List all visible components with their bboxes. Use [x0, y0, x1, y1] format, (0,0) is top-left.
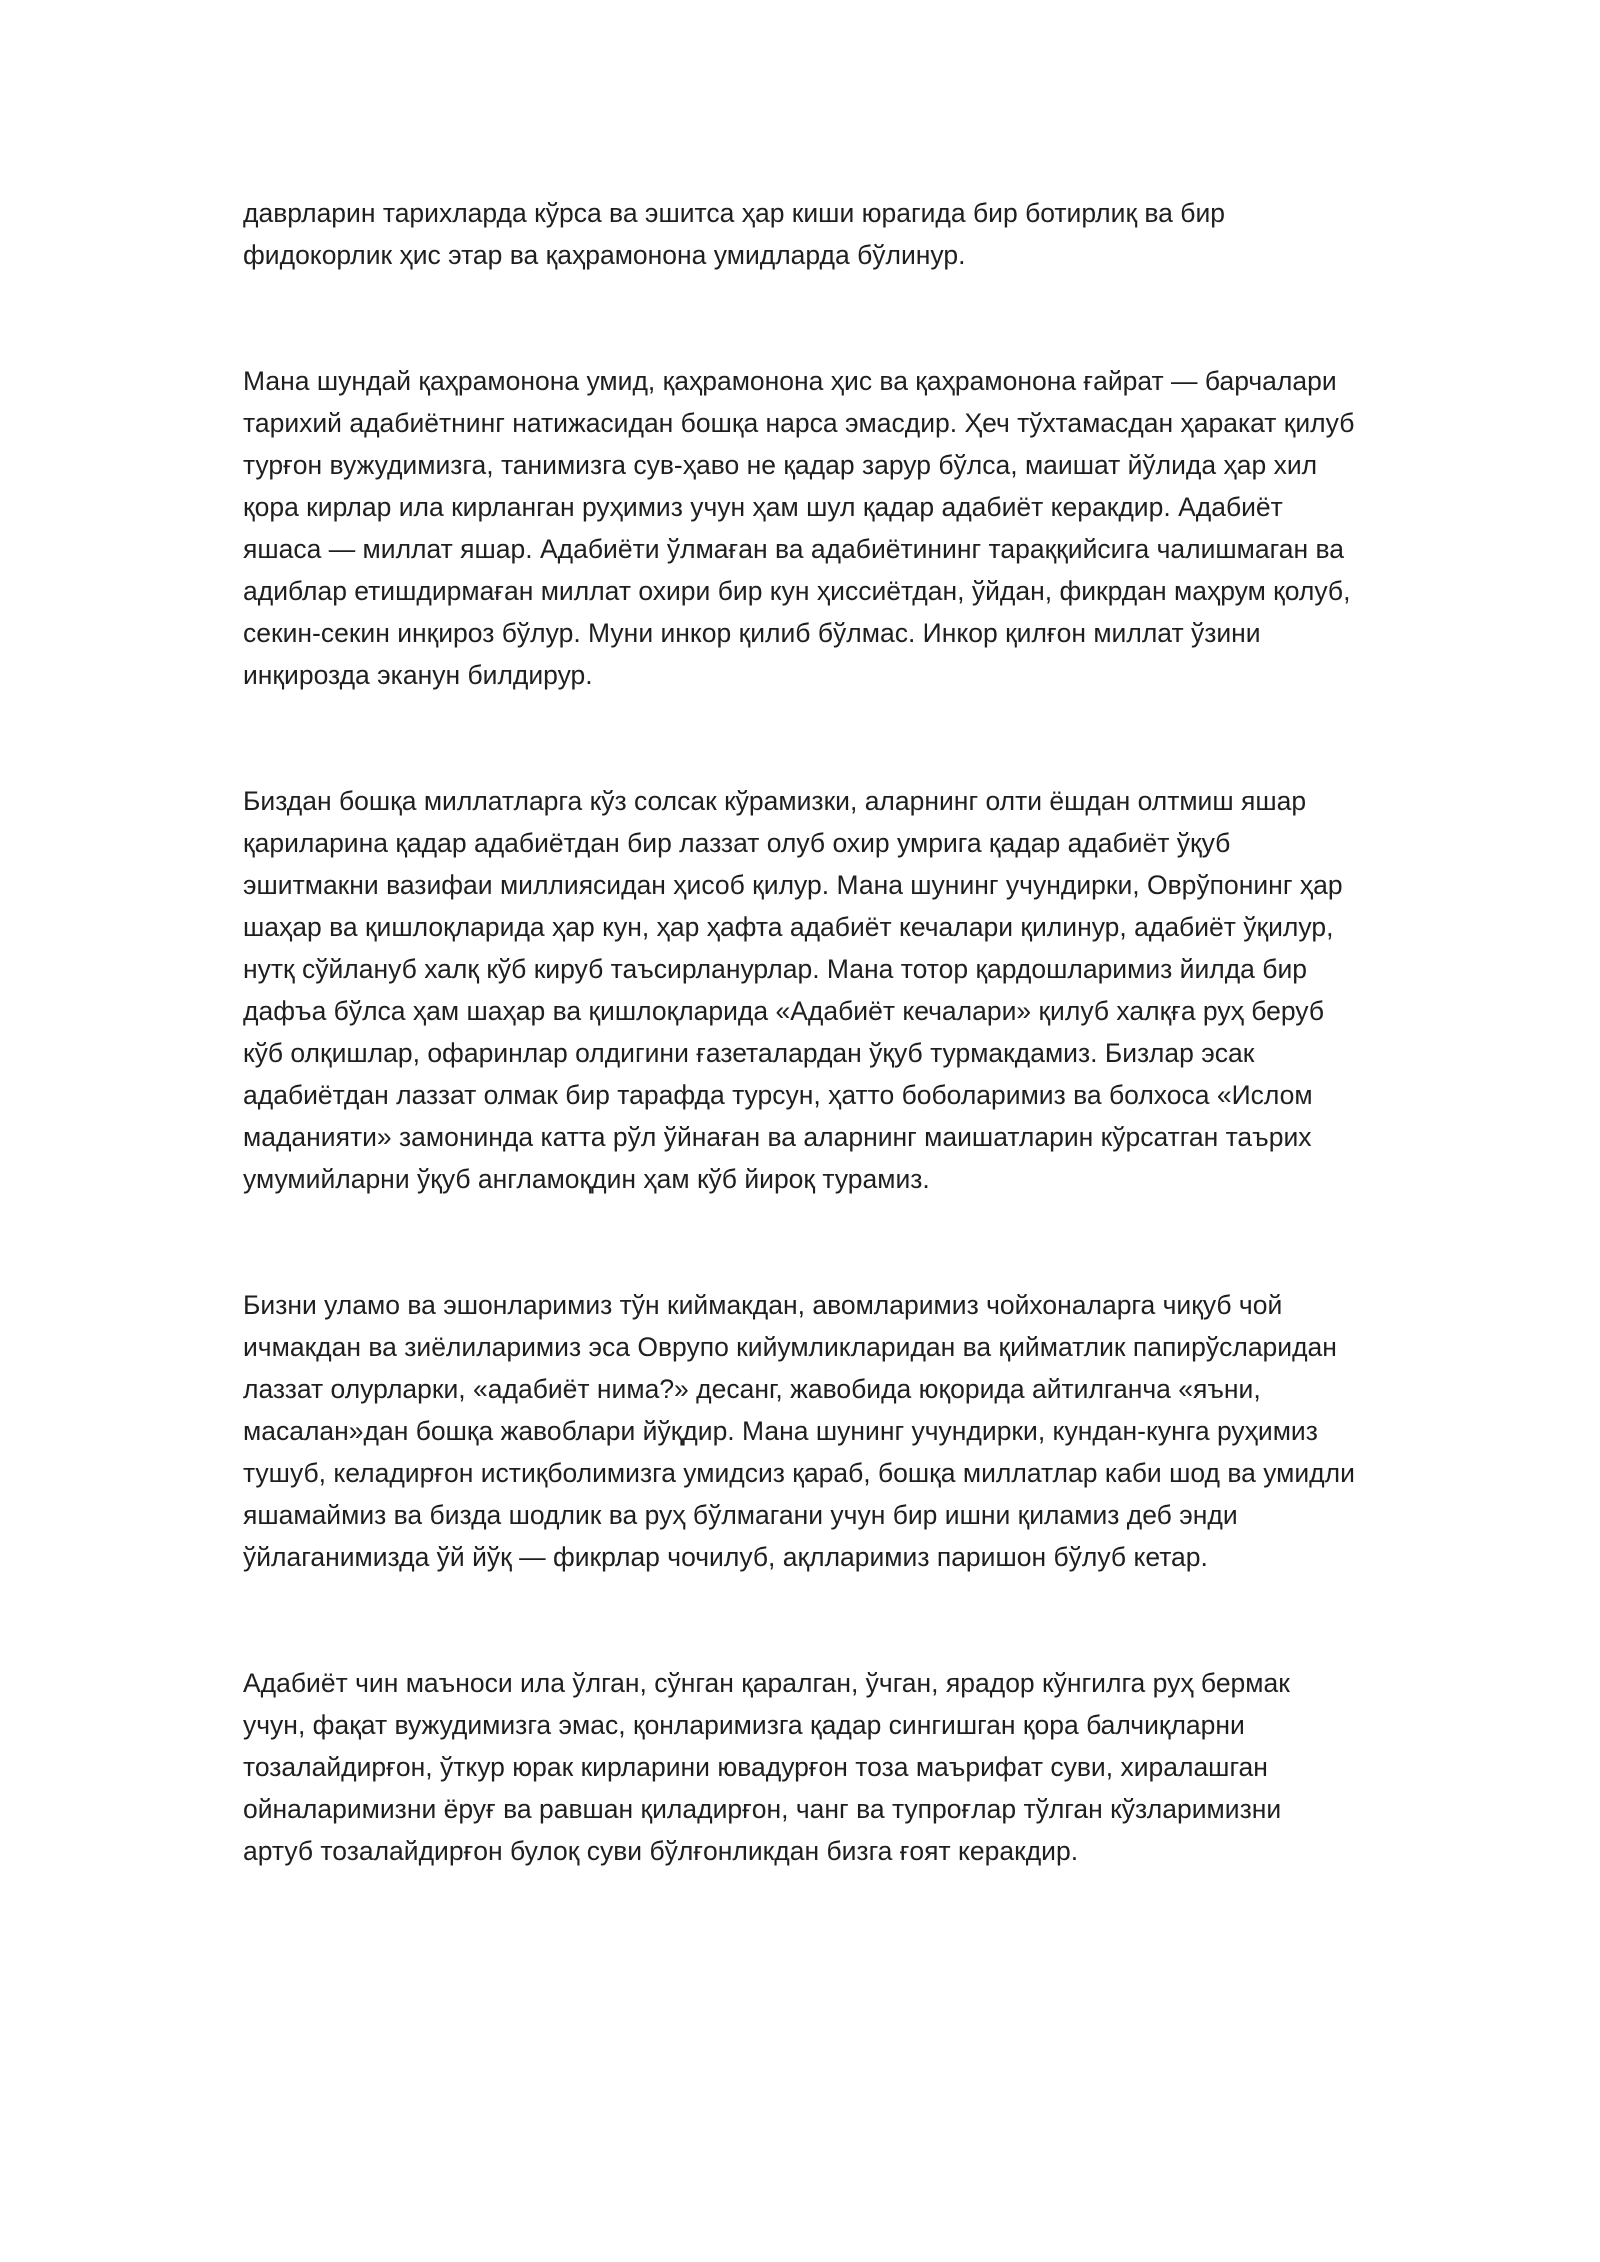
paragraph-4: Бизни уламо ва эшонларимиз тўн киймакдан, авомларимиз чойхоналарга чиқуб чой ичмакдан ва зиёлиларимиз эса Оврупо кийумликларидан ва қийматлик папирўсларидан лаззат олурларки, «адабиёт нима?» десанг, жавобида юқорида айтилганча «яъни, масалан»дан бошқа жавоблари йўқдир. Мана шунинг учундирки, кундан-кунга руҳимиз тушуб, келадирғон истиқболимизга умидсиз қараб, бошқа миллатлар каби шод ва умидли яшамаймиз ва бизда шодлик ва руҳ бўлмагани учун бир ишни қиламиз деб энди ўйлаганимизда ўй йўқ — фикрлар чочилуб, ақлларимиз паришон бўлуб кетар.: [243, 1290, 1355, 1572]
paragraph-1: даврларин тарихларда кўрса ва эшитса ҳар киши юрагида бир ботирлиқ ва бир фидокорлик ҳис этар ва қаҳрамонона умидларда бўлинур.: [243, 198, 1226, 270]
paragraph-2: Мана шундай қаҳрамонона умид, қаҳрамонона ҳис ва қаҳрамонона ғайрат — барчалари тарихий адабиётнинг натижасидан бошқа нарса эмасдир. Ҳеч тўхтамасдан ҳаракат қилуб турғон вужудимизга, танимизга сув-ҳаво не қадар зарур бўлса, маишат йўлида ҳар хил қора кирлар ила кирланган руҳимиз учун ҳам шул қадар адабиёт керакдир. Адабиёт яшаса — миллат яшар. Адабиёти ўлмаған ва адабиётининг тараққийсига чалишмаган ва адиблар етишдирмаған миллат охири бир кун ҳиссиётдан, ўйдан, фикрдан маҳрум қолуб, секин-секин инқироз бўлур. Муни инкор қилиб бўлмас. Инкор қилғон миллат ўзини инқирозда эканун билдирур.: [243, 366, 1355, 690]
paragraph-5: Адабиёт чин маъноси ила ўлган, сўнган қаралган, ўчган, ярадор кўнгилга руҳ бермак учун, фақат вужудимизга эмас, қонларимизга қадар сингишган қора балчиқларни тозалайдирғон, ўткур юрак кирларини ювадурғон тоза маърифат суви, хиралашган ойналаримизни ёруғ ва равшан қиладирғон, чанг ва тупроғлар тўлган кўзларимизни артуб тозалайдирғон булоқ суви бўлғонликдан бизга ғоят керакдир.: [243, 1668, 1290, 1866]
paragraph-3: Биздан бошқа миллатларга кўз солсак кўрамизки, аларнинг олти ёшдан олтмиш яшар қариларина қадар адабиётдан бир лаззат олуб охир умрига қадар адабиёт ўқуб эшитмакни вазифаи миллиясидан ҳисоб қилур. Мана шунинг учундирки, Оврўпонинг ҳар шаҳар ва қишлоқларида ҳар кун, ҳар ҳафта адабиёт кечалари қилинур, адабиёт ўқилур, нутқ сўйлануб халқ кўб кируб таъсирланурлар. Мана тотор қардошларимиз йилда бир дафъа бўлса ҳам шаҳар ва қишлоқларида «Адабиёт кечалари» қилуб халқға руҳ беруб кўб олқишлар, офаринлар олдигини ғазеталардан ўқуб турмакдамиз. Бизлар эсак адабиётдан лаззат олмак бир тарафда турсун, ҳатто боболаримиз ва болхоса «Ислом маданияти» замонинда катта рўл ўйнаған ва аларнинг маишатларин кўрсатган таърих умумийларни ўқуб англамоқдин ҳам кўб йироқ турамиз.: [243, 786, 1343, 1194]
document-body: [243, 192, 1358, 1872]
